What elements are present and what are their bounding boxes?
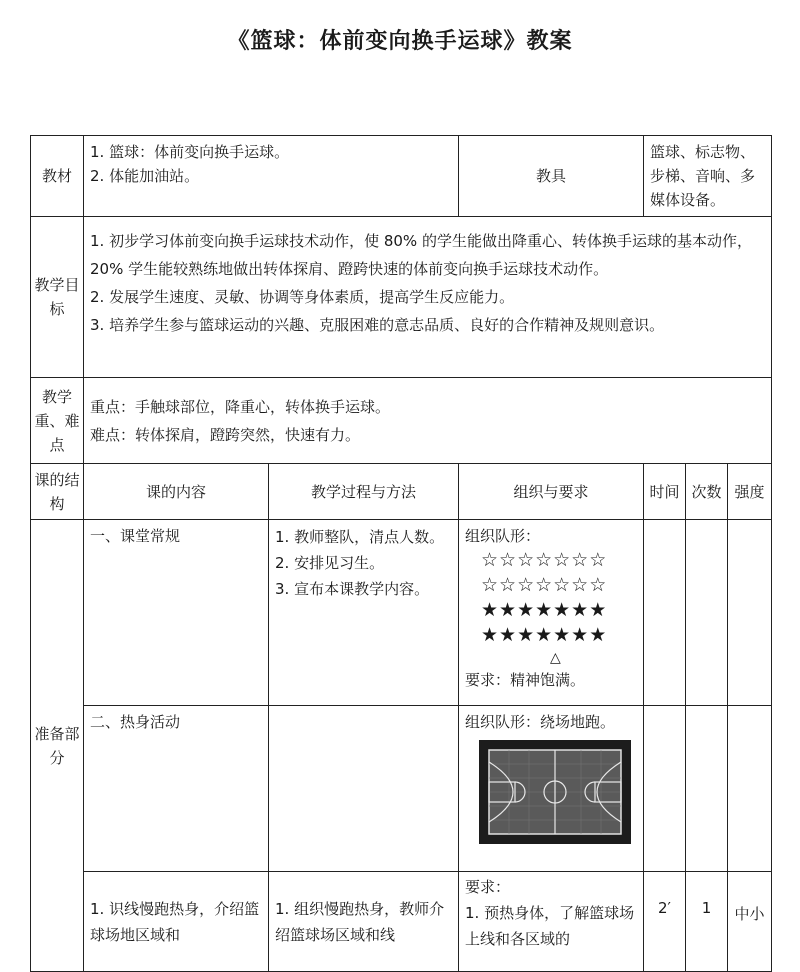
basketball-court-icon bbox=[479, 740, 631, 844]
header-content: 课的内容 bbox=[84, 464, 269, 520]
objective-item: 1. 初步学习体前变向换手运球技术动作，使 80% 的学生能做出降重心、转体换手运球的基本动作，20% 学生能较熟练地做出转体探肩、蹬跨快速的体前变向换手运球技术动作。 bbox=[90, 232, 752, 278]
process-step: 3. 宣布本课教学内容。 bbox=[275, 580, 430, 598]
formation-row-filled-stars: ★★★★★★★ bbox=[481, 599, 608, 621]
difficult-point: 难点：转体探肩，蹬跨突然，快速有力。 bbox=[90, 425, 361, 444]
key-points-label: 教学重、难点 bbox=[31, 378, 84, 464]
formation-title: 组织队形： bbox=[465, 527, 541, 545]
time-cell bbox=[644, 706, 686, 872]
requirement-title: 要求： bbox=[465, 878, 511, 896]
equipment-label: 教具 bbox=[459, 136, 644, 217]
materials-item: 1. 篮球：体前变向换手运球。 bbox=[90, 143, 290, 161]
requirement-text: 要求：精神饱满。 bbox=[465, 671, 586, 689]
formation-row-filled-stars: ★★★★★★★ bbox=[481, 624, 608, 646]
section-content: 二、热身活动 bbox=[84, 706, 269, 872]
equipment-value: 篮球、标志物、步梯、音响、多媒体设备。 bbox=[644, 136, 772, 217]
formation-row-hollow-stars: ☆☆☆☆☆☆☆ bbox=[481, 549, 608, 571]
objective-item: 3. 培养学生参与篮球运动的兴趣、克服困难的意志品质、良好的合作精神及规则意识。 bbox=[90, 316, 665, 334]
key-points-cell bbox=[84, 378, 772, 464]
teacher-triangle-icon: △ bbox=[550, 650, 561, 666]
lesson-plan-table bbox=[30, 135, 772, 972]
process-step: 2. 安排见习生。 bbox=[275, 554, 385, 572]
objective-item: 2. 发展学生速度、灵敏、协调等身体素质，提高学生反应能力。 bbox=[90, 288, 515, 306]
section-content: 一、课堂常规 bbox=[84, 520, 269, 706]
process-step: 1. 教师整队，清点人数。 bbox=[275, 528, 445, 546]
header-intensity: 强度 bbox=[728, 464, 772, 520]
objectives-label: 教学目标 bbox=[31, 217, 84, 378]
section-process bbox=[269, 706, 459, 872]
formation-title: 组织队形：绕场地跑。 bbox=[465, 713, 616, 731]
count-cell bbox=[686, 706, 728, 872]
materials-item: 2. 体能加油站。 bbox=[90, 167, 200, 185]
key-point: 重点：手触球部位，降重心，转体换手运球。 bbox=[90, 397, 391, 416]
sub-organization bbox=[459, 872, 644, 972]
header-process: 教学过程与方法 bbox=[269, 464, 459, 520]
section-label-preparation: 准备部分 bbox=[31, 520, 84, 972]
basketball-court-diagram bbox=[479, 740, 631, 844]
materials-cell bbox=[84, 136, 459, 217]
header-organization: 组织与要求 bbox=[459, 464, 644, 520]
sub-content: 1. 识线慢跑热身，介绍篮球场地区域和 bbox=[84, 872, 269, 972]
header-count: 次数 bbox=[686, 464, 728, 520]
count-cell bbox=[686, 520, 728, 706]
page-title: 《篮球：体前变向换手运球》教案 bbox=[227, 29, 573, 54]
intensity-value: 中小 bbox=[728, 872, 772, 972]
header-structure: 课的结构 bbox=[31, 464, 84, 520]
sub-process: 1. 组织慢跑热身，教师介绍篮球场区域和线 bbox=[269, 872, 459, 972]
intensity-cell bbox=[728, 520, 772, 706]
section-organization bbox=[459, 520, 644, 706]
requirement-text: 1. 预热身体，了解篮球场上线和各区域的 bbox=[465, 904, 635, 948]
section-process bbox=[269, 520, 459, 706]
count-value: 1 bbox=[686, 872, 728, 972]
time-value: 2′ bbox=[644, 872, 686, 972]
header-time: 时间 bbox=[644, 464, 686, 520]
materials-label: 教材 bbox=[31, 136, 84, 217]
time-cell bbox=[644, 520, 686, 706]
objectives-cell bbox=[84, 217, 772, 378]
formation-row-hollow-stars: ☆☆☆☆☆☆☆ bbox=[481, 574, 608, 596]
section-organization bbox=[459, 706, 644, 872]
intensity-cell bbox=[728, 706, 772, 872]
